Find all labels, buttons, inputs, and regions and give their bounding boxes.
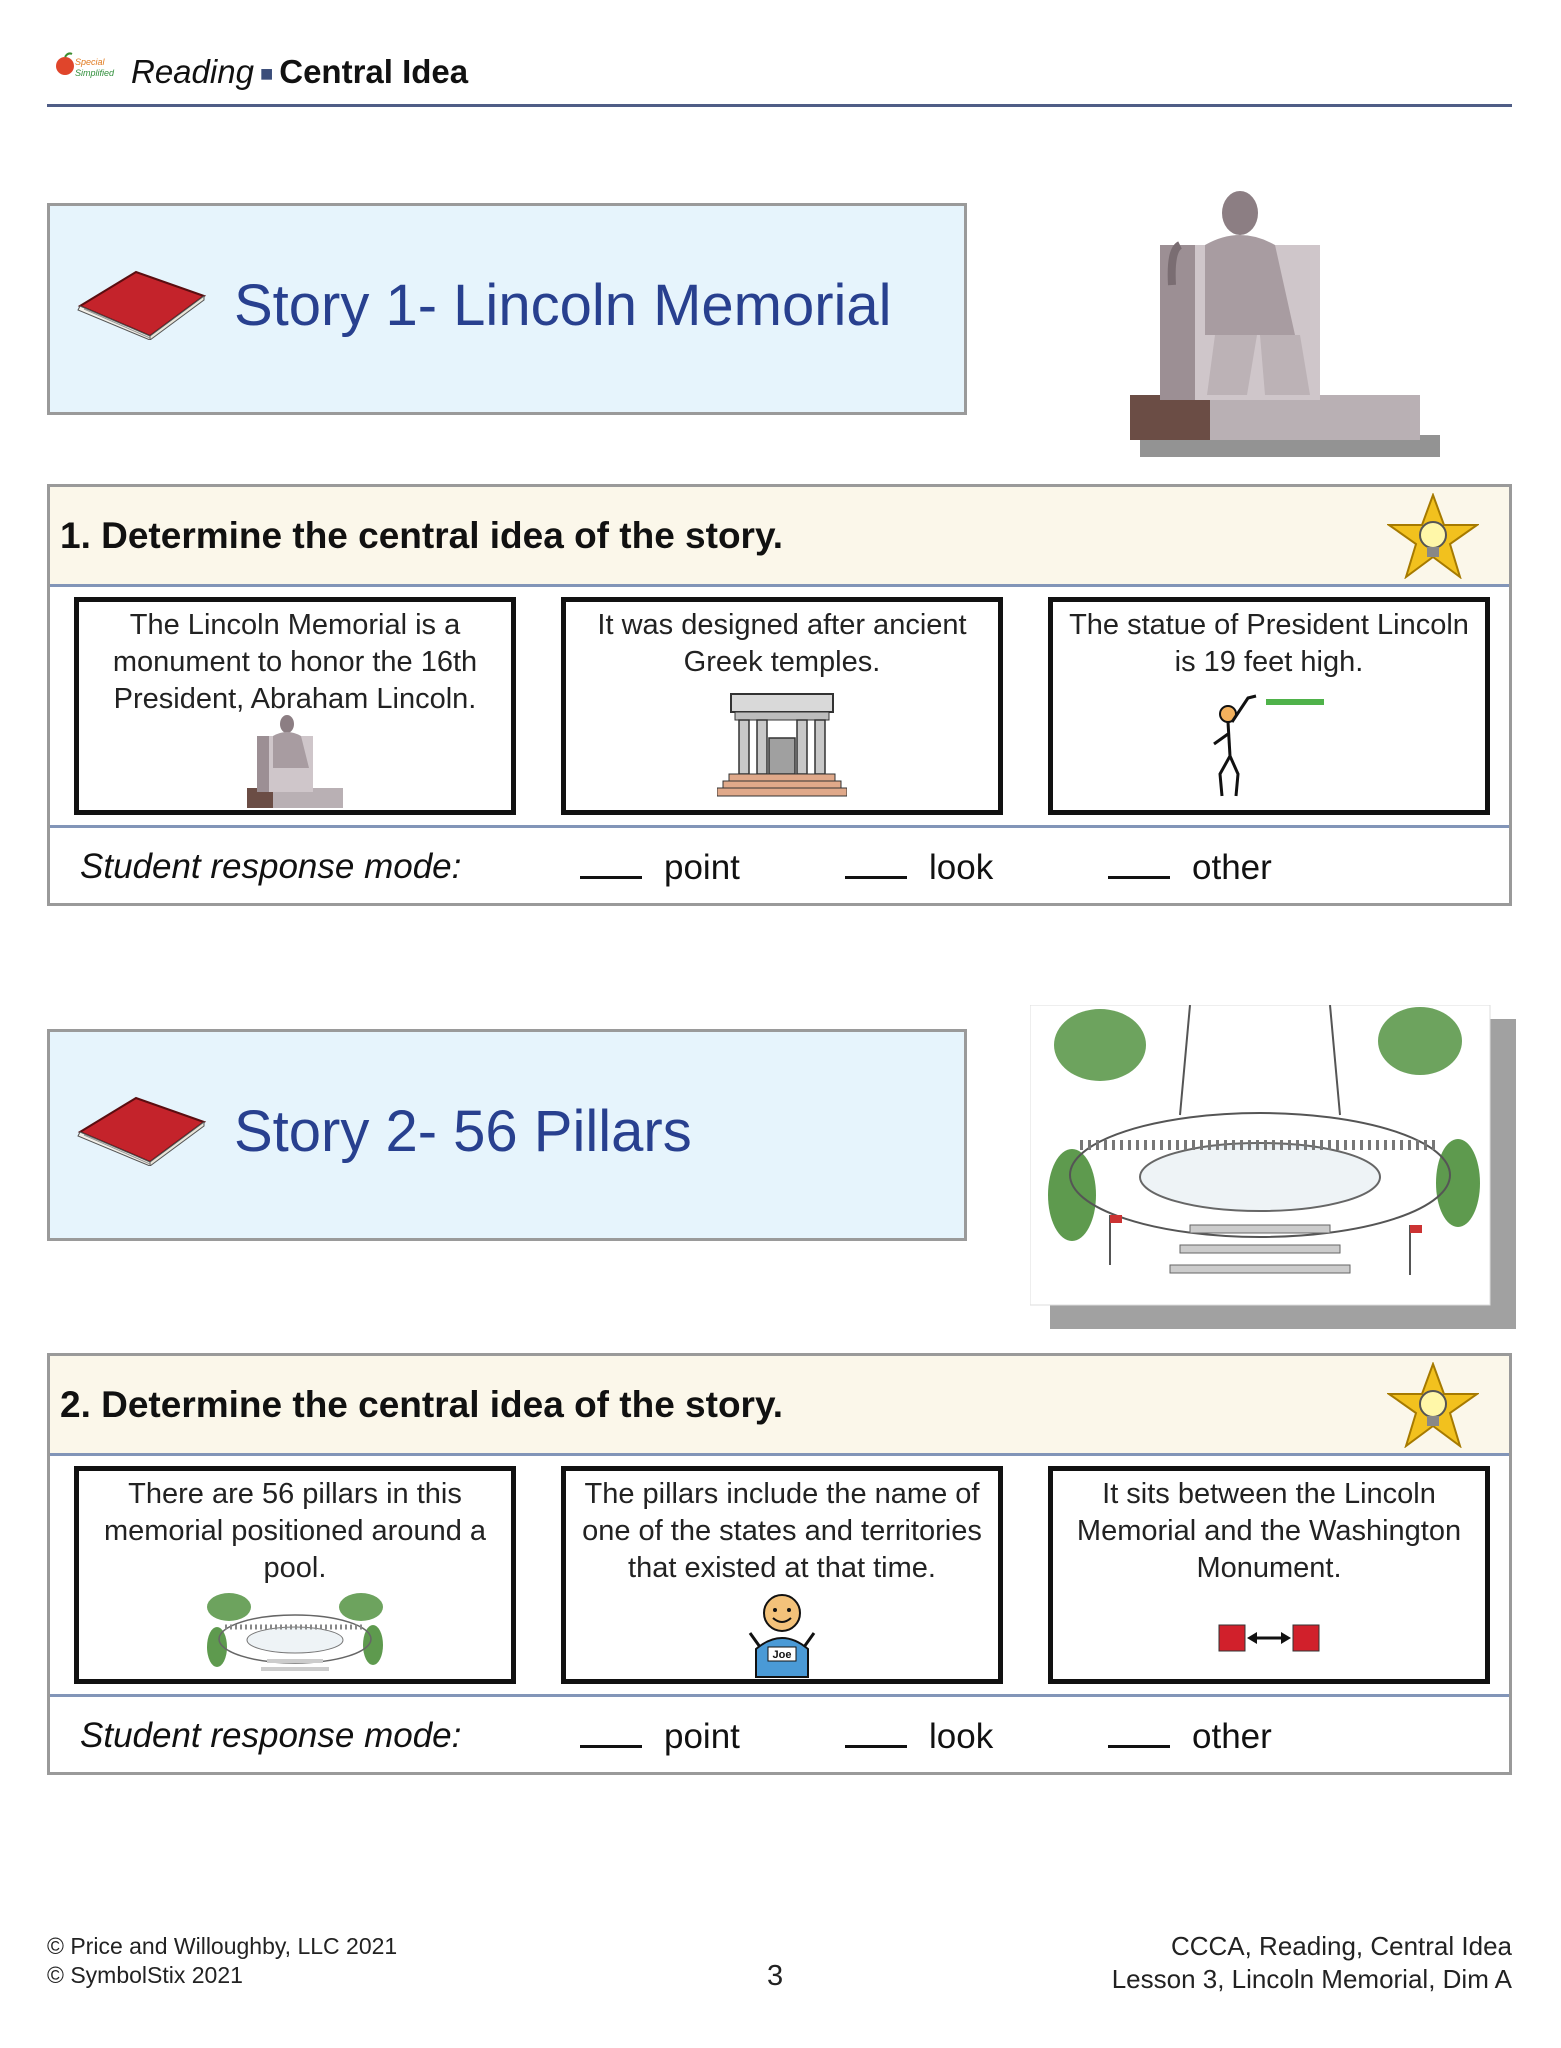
memorial-pool-icon <box>203 1593 387 1679</box>
choice-card[interactable] <box>1048 1466 1490 1684</box>
choice-card[interactable] <box>561 597 1003 815</box>
response-option-label: other <box>1192 1717 1272 1756</box>
choice-text: It was designed after ancient Greek temples. <box>597 609 967 678</box>
lightbulb-star-icon <box>1387 493 1479 579</box>
response-option-label: point <box>664 1717 740 1756</box>
header-topic: Central Idea <box>279 53 469 90</box>
between-arrows-icon <box>1217 1621 1321 1653</box>
lincoln-statue-icon <box>243 712 347 810</box>
response-blank[interactable] <box>580 846 642 879</box>
red-book-icon <box>70 1094 208 1166</box>
footer-copyright-line-2: © SymbolStix 2021 <box>47 1962 243 1988</box>
footer-lesson: Lesson 3, Lincoln Memorial, Dim A <box>1111 1964 1512 1994</box>
pillars-memorial-icon <box>1030 1005 1520 1330</box>
tall-person-icon <box>1204 694 1334 804</box>
response-mode-row <box>50 825 1509 906</box>
story-2-title: Story 2- 56 Pillars <box>234 1099 692 1164</box>
footer-copyright-line-1: © Price and Willoughby, LLC 2021 <box>47 1933 398 1959</box>
response-blank[interactable] <box>1108 1715 1170 1748</box>
response-option-other[interactable] <box>1108 846 1272 889</box>
lightbulb-star-icon <box>1387 1362 1479 1448</box>
response-option-look[interactable] <box>845 846 993 889</box>
response-option-point[interactable] <box>580 1715 740 1758</box>
choice-card[interactable] <box>561 1466 1003 1684</box>
story-2-banner <box>47 1029 967 1241</box>
name-badge-text: Joe <box>772 1649 792 1661</box>
greek-temple-icon <box>717 690 847 800</box>
header-separator: ■ <box>259 61 274 87</box>
response-option-label: look <box>929 1717 994 1756</box>
response-blank[interactable] <box>580 1715 642 1748</box>
question-1-title: 1. Determine the central idea of the story. <box>60 515 784 556</box>
response-option-label: other <box>1192 848 1272 887</box>
red-book-icon <box>70 268 208 340</box>
page-number: 3 <box>767 1960 784 1992</box>
question-2-title: 2. Determine the central idea of the story. <box>60 1384 784 1425</box>
lincoln-statue-icon <box>1120 185 1450 460</box>
choice-text: The statue of President Lincoln is 19 feet high. <box>1069 609 1469 678</box>
story-1-banner <box>47 203 967 415</box>
choice-text: There are 56 pillars in this memorial positioned around a pool. <box>103 1478 487 1584</box>
footer-copyright <box>47 1932 397 1990</box>
response-mode-label: Student response mode: <box>80 1716 462 1755</box>
choice-card[interactable] <box>74 597 516 815</box>
header-breadcrumb <box>131 52 468 94</box>
story-1-title: Story 1- Lincoln Memorial <box>234 273 892 338</box>
choice-card[interactable] <box>74 1466 516 1684</box>
response-mode-label: Student response mode: <box>80 847 462 886</box>
choice-text: It sits between the Lincoln Memorial and the Washington Monument. <box>1076 1478 1462 1584</box>
response-option-point[interactable] <box>580 846 740 889</box>
page-header <box>47 48 1507 94</box>
question-1-panel <box>47 484 1512 906</box>
question-2-choices <box>50 1456 1509 1694</box>
response-option-look[interactable] <box>845 1715 993 1758</box>
choice-text: The pillars include the name of one of the states and territories that existed at that time. <box>582 1478 982 1584</box>
svg-text:Simplified: Simplified <box>75 68 115 78</box>
choice-text: The Lincoln Memorial is a monument to honor the 16th President, Abraham Lincoln. <box>112 609 478 715</box>
header-subject: Reading <box>131 53 254 90</box>
question-2-panel <box>47 1353 1512 1775</box>
name-badge-person-icon <box>742 1589 822 1679</box>
header-divider <box>47 104 1512 107</box>
question-1-header <box>50 487 1509 587</box>
specialed-logo-icon <box>53 52 129 82</box>
footer-lesson-info <box>1112 1930 1512 1996</box>
response-blank[interactable] <box>1108 846 1170 879</box>
response-option-other[interactable] <box>1108 1715 1272 1758</box>
question-2-header <box>50 1356 1509 1456</box>
choice-card[interactable] <box>1048 597 1490 815</box>
question-1-choices <box>50 587 1509 825</box>
response-option-label: point <box>664 848 740 887</box>
response-blank[interactable] <box>845 846 907 879</box>
svg-text:Special: Special <box>75 57 105 67</box>
footer-course: CCCA, Reading, Central Idea <box>1170 1931 1512 1961</box>
response-blank[interactable] <box>845 1715 907 1748</box>
response-mode-row <box>50 1694 1509 1775</box>
response-option-label: look <box>929 848 994 887</box>
